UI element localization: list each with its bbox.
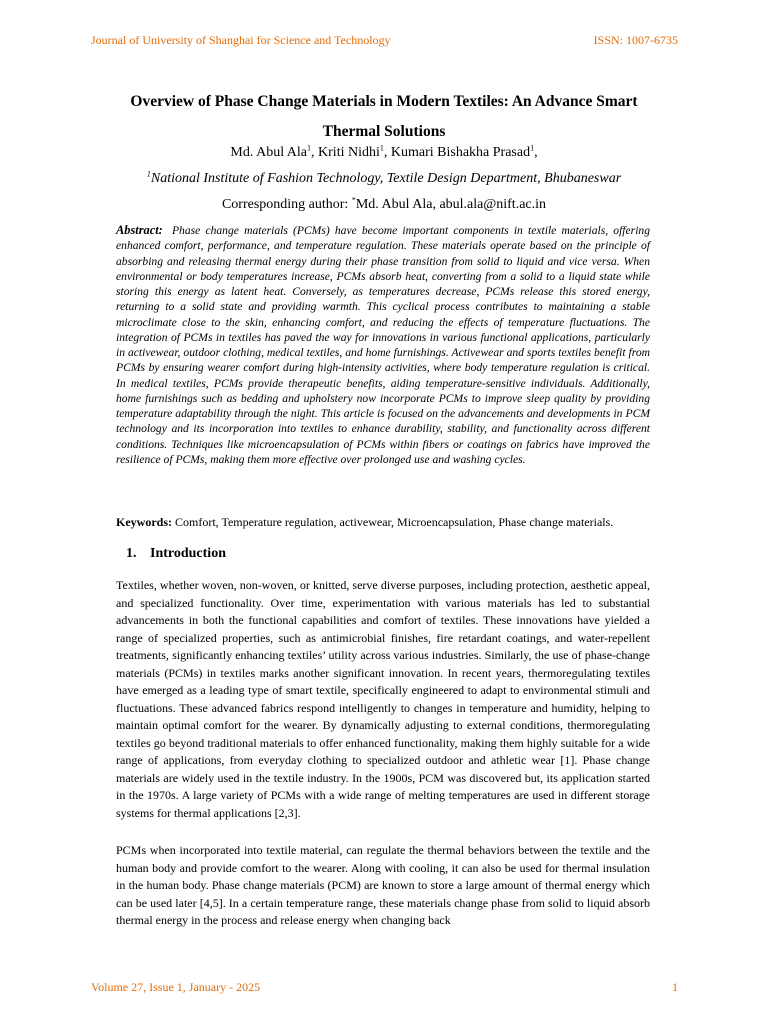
corresponding-mark: *: [351, 195, 356, 205]
author-name: Kriti Nidhi: [318, 145, 380, 160]
abstract: [116, 223, 650, 467]
keywords: [116, 514, 656, 530]
issn: ISSN: 1007-6735: [593, 33, 678, 47]
journal-name: Journal of University of Shanghai for Science and Technology: [91, 33, 391, 47]
page-number: 1: [672, 980, 678, 994]
corresponding-author: [100, 196, 668, 214]
section-number: 1.: [126, 546, 137, 561]
section-title: Introduction: [150, 546, 226, 561]
affiliation: [80, 170, 688, 188]
keywords-text: Comfort, Temperature regulation, activewear, Microencapsulation, Phase change materials.: [175, 515, 614, 529]
body-paragraph: PCMs when incorporated into textile material, can regulate the thermal behaviors between the textile and the human body and provide comfort to the wearer. Along with cooling, it can also be used for thermal insulation in the human body. Phase change materials (PCM) are known to store a large amount of thermal energy which can be used later [4,5]. In a certain temperature range, these materials change phase from solid to liquid absorb thermal energy in the process and release energy when changing back: [116, 843, 650, 927]
affiliation-mark: 1: [146, 169, 151, 179]
author-affiliation-mark: 1: [530, 143, 535, 153]
body-paragraph: Textiles, whether woven, non-woven, or knitted, serve diverse purposes, including protection, aesthetic appeal, and specialized functionality. Over time, experimentation with various materials has led to substantial advancements in both the functional capabilities and comfort of textiles. These innovations have yielded a range of specialized properties, such as antimicrobial finishes, fire retardant coatings, and water-repellent treatments, significantly enhancing textiles’ utility across various industries. Similarly, the use of phase-change materials (PCMs) in textiles marks another significant innovation. In recent years, thermoregulating textiles have emerged as a leading type of smart textile, specifically engineered to adapt to environmental stimuli and fluctuations. These advanced fabrics respond intelligently to changes in temperature and humidity, helping to maintain optimal comfort for the wearer. By dynamically adjusting to external conditions, thermoregulating textiles go beyond traditional materials to offer enhanced functionality, making them highly suitable for a wide range of applications, from everyday clothing to specialized outdoor and athletic wear [1]. Phase change materials are widely used in the textile industry. In the 1900s, PCM was discovered but, its application started in the 1970s. A large variety of PCMs with a wide range of melting temperatures are used in different storage systems for thermal applications [2,3].: [116, 578, 650, 820]
abstract-label: Abstract:: [116, 223, 163, 237]
author-name: Kumari Bishakha Prasad: [390, 145, 531, 160]
paper-title: Overview of Phase Change Materials in Modern Textiles: An Advance Smart Thermal Solutions: [130, 93, 638, 140]
volume-info: Volume 27, Issue 1, January - 2025: [91, 980, 261, 994]
keywords-label: Keywords:: [116, 515, 172, 529]
corresponding-text: Md. Abul Ala, abul.ala@nift.ac.in: [355, 197, 547, 212]
affiliation-text: National Institute of Fashion Technology, Textile Design Department, Bhubaneswar: [150, 171, 622, 186]
corresponding-label: Corresponding author:: [221, 197, 352, 212]
author-affiliation-mark: 1: [307, 143, 312, 153]
author-list: Md. Abul Ala$^1$, Kriti Nidhi$^1$, Kumari Bishakha Prasad$^1$,: [230, 143, 538, 160]
section-heading: [126, 545, 226, 563]
author-name: Md. Abul Ala: [230, 145, 308, 160]
abstract-text: Phase change materials (PCMs) have become important components in textile materials, offering enhanced comfort, performance, and temperature regulation. These materials operate based on the principle of absorbing and releasing thermal energy during their phase transition from solid to liquid and vice versa. When environmental or body temperatures increase, PCMs absorb heat, converting from a solid to a liquid state while storing this energy as latent heat. Conversely, as temperatures decrease, PCMs release this stored energy, returning to a solid state and providing warmth. This cyclical process contributes to maintaining a stable microclimate close to the skin, enhancing comfort, and reducing the effects of temperature fluctuations. The integration of PCMs in textiles has paved the way for innovations in various functional applications, particularly in activewear, outdoor clothing, medical textiles, and home furnishings. Activewear and sports textiles benefit from PCMs by ensuring wearer comfort during high-intensity activities, where body temperature regulation is critical. In medical textiles, PCMs provide therapeutic benefits, aiding temperature-sensitive individuals. Additionally, home furnishings such as bedding and upholstery now incorporate PCMs to improve sleep quality by providing temperature adaptability through the night. This article is focused on the advancements and developments in PCM technology and its incorporation into textiles to enhance durability, stability, and functionality across different conditions. Techniques like microencapsulation of PCMs within fibers or coatings on fabrics have improved the resilience of PCMs, making them more effective over prolonged use and washing cycles.: [116, 224, 651, 466]
author-affiliation-mark: 1: [379, 143, 384, 153]
